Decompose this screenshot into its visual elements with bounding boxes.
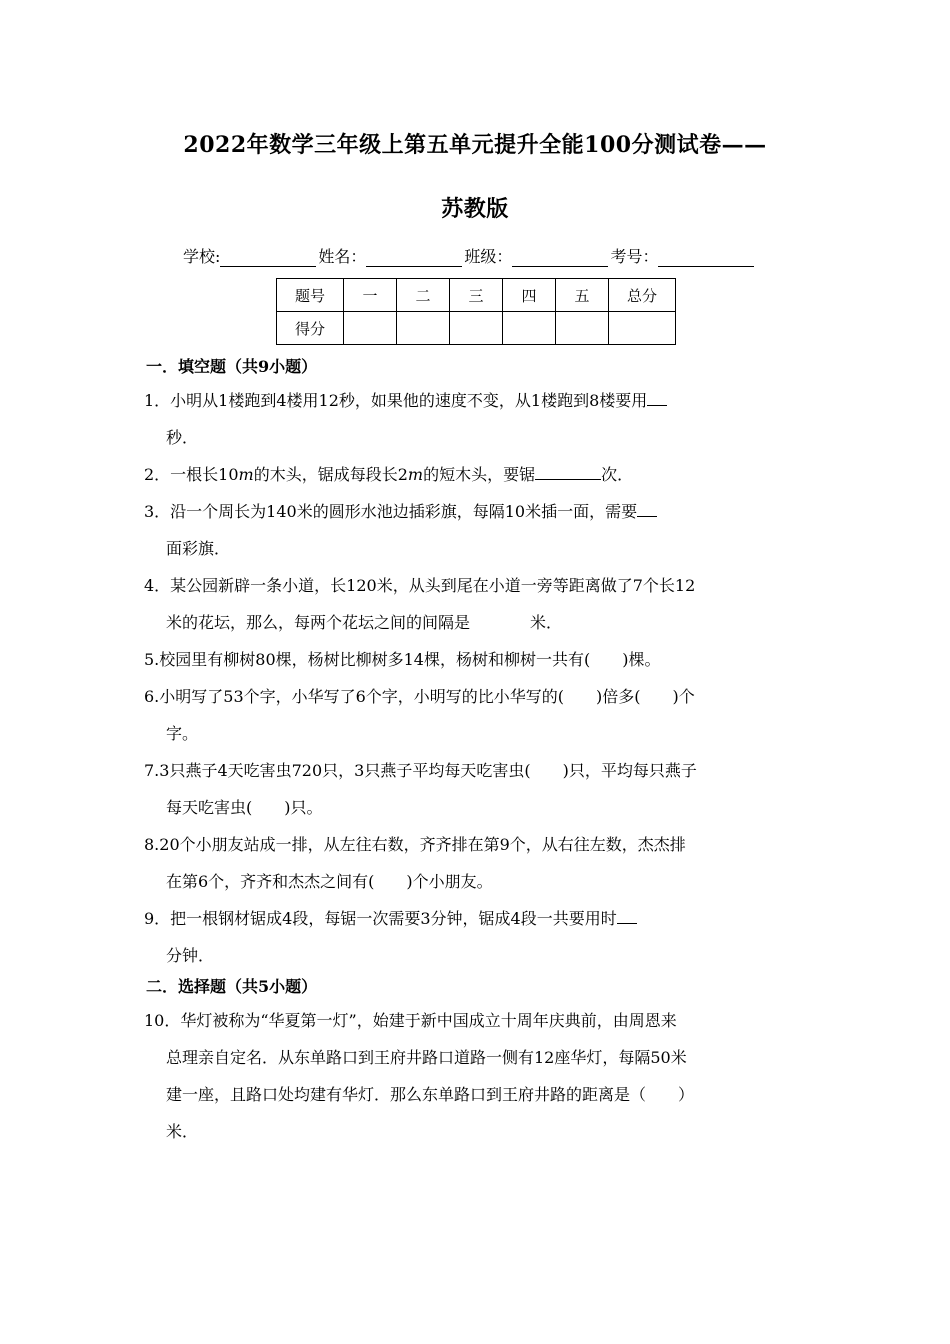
section-fill-in-heading: 一．填空题（共9小题） — [146, 357, 318, 376]
score-cell[interactable] — [503, 312, 556, 345]
score-table-header-row — [277, 279, 676, 312]
question-9 — [144, 900, 806, 974]
name-label: 姓名： — [318, 247, 367, 266]
score-cell[interactable] — [609, 312, 676, 345]
question-10-text-4: 米． — [166, 1122, 199, 1141]
question-4-text: 4．某公园新辟一条小道，长120米，从头到尾在小道一旁等距离做了7个长12 — [144, 576, 696, 595]
score-header-cell: 三 — [450, 279, 503, 312]
student-info-row — [183, 244, 756, 267]
unit-m: m — [238, 465, 254, 484]
section-choice-heading: 二．选择题（共5小题） — [146, 977, 318, 996]
question-6-text: 6.小明写了53个字，小华写了6个字，小明写的比小华写的( )倍多( )个 — [144, 687, 695, 706]
question-10 — [144, 1002, 806, 1150]
question-1-text: 1．小明从1楼跑到4楼用12秒，如果他的速度不变，从1楼跑到8楼要用 — [144, 391, 648, 410]
question-7-text: 7.3只燕子4天吃害虫720只，3只燕子平均每天吃害虫( )只，平均每只燕子 — [144, 761, 697, 780]
question-8-text-cont: 在第6个，齐齐和杰杰之间有( )个小朋友。 — [166, 872, 493, 891]
score-cell[interactable] — [397, 312, 450, 345]
score-cell[interactable] — [450, 312, 503, 345]
question-2-text-b: 的木头，锯成每段长2 — [253, 465, 408, 484]
score-header-cell: 题号 — [277, 279, 344, 312]
question-3-text: 3．沿一个周长为140米的圆形水池边插彩旗，每隔10米插一面，需要 — [144, 502, 638, 521]
score-header-cell: 二 — [397, 279, 450, 312]
question-1 — [144, 382, 806, 456]
answer-blank[interactable] — [647, 387, 667, 406]
question-6-text-cont: 字。 — [166, 724, 199, 743]
school-blank[interactable] — [220, 250, 316, 267]
exam-title-line1: 2022年数学三年级上第五单元提升全能100分测试卷—— — [183, 132, 767, 158]
exam-number-label: 考号： — [610, 247, 659, 266]
question-5-text: 5.校园里有柳树80棵，杨树比柳树多14棵，杨树和柳树一共有( )棵。 — [144, 650, 661, 669]
school-label: 学校: — [183, 247, 221, 266]
question-2-text-c: 的短木头，要锯 — [423, 465, 536, 484]
unit-m: m — [407, 465, 424, 484]
question-7-text-cont: 每天吃害虫( )只。 — [166, 798, 323, 817]
score-header-cell: 一 — [344, 279, 397, 312]
question-4 — [144, 567, 806, 641]
question-5 — [144, 641, 806, 678]
question-7 — [144, 752, 806, 826]
question-3 — [144, 493, 806, 567]
question-10-text-2: 总理亲自定名．从东单路口到王府井路口道路一侧有12座华灯，每隔50米 — [166, 1048, 687, 1067]
question-4-text-cont: 米的花坛，那么，每两个花坛之间的间隔是 — [166, 613, 471, 632]
answer-blank[interactable] — [535, 461, 601, 480]
question-2 — [144, 456, 806, 493]
answer-blank[interactable] — [637, 498, 657, 517]
question-8 — [144, 826, 806, 900]
question-2-text-d: 次． — [601, 465, 634, 484]
score-row-label: 得分 — [277, 312, 344, 345]
exam-number-blank[interactable] — [658, 250, 754, 267]
class-blank[interactable] — [512, 250, 608, 267]
answer-blank[interactable] — [617, 905, 637, 924]
question-4-text-end: 米． — [530, 613, 563, 632]
score-header-cell: 四 — [503, 279, 556, 312]
score-table — [276, 278, 676, 345]
question-10-text: 10．华灯被称为“华夏第一灯”，始建于新中国成立十周年庆典前，由周恩来 — [144, 1011, 677, 1030]
score-table-score-row — [277, 312, 676, 345]
score-cell[interactable] — [556, 312, 609, 345]
question-6 — [144, 678, 806, 752]
score-header-cell: 五 — [556, 279, 609, 312]
score-cell[interactable] — [344, 312, 397, 345]
exam-title-line2: 苏教版 — [441, 196, 509, 222]
question-10-text-3: 建一座，且路口处均建有华灯．那么东单路口到王府井路的距离是（ ） — [166, 1085, 695, 1104]
question-3-text-cont: 面彩旗． — [166, 539, 231, 558]
question-1-text-cont: 秒． — [166, 428, 199, 447]
question-9-text: 9．把一根钢材锯成4段，每锯一次需要3分钟，锯成4段一共要用时 — [144, 909, 617, 928]
class-label: 班级： — [464, 247, 513, 266]
question-2-text: 2．一根长10 — [144, 465, 239, 484]
question-8-text: 8.20个小朋友站成一排，从左往右数，齐齐排在第9个，从右往左数，杰杰排 — [144, 835, 686, 854]
score-header-cell: 总分 — [609, 279, 676, 312]
question-9-text-cont: 分钟． — [166, 946, 215, 965]
name-blank[interactable] — [366, 250, 462, 267]
